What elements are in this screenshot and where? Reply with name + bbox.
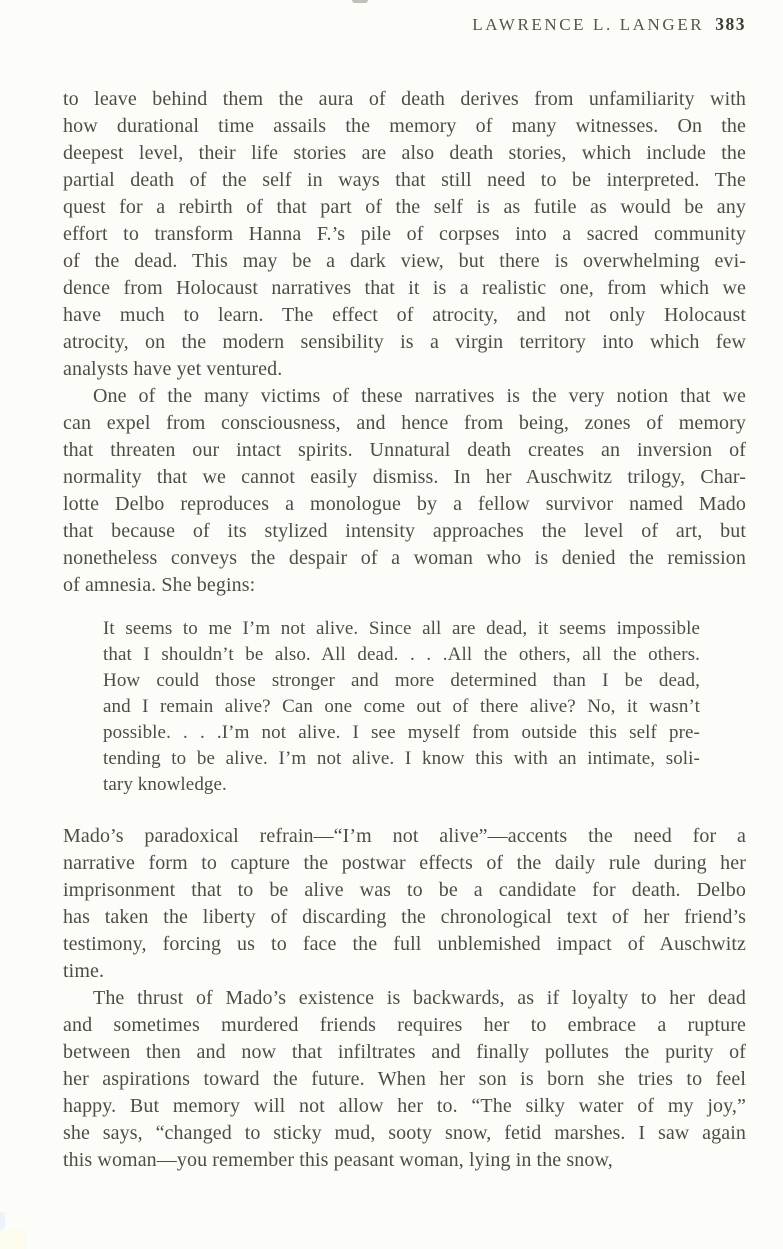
text-line: effort to transform Hanna F.’s pile of corpses into a sacred community	[63, 223, 746, 245]
page-number: 383	[715, 14, 746, 34]
text-line: of the dead. This may be a dark view, but there is overwhelming evi-	[63, 250, 746, 272]
text-line: One of the many victims of these narratives is the very notion that we	[93, 385, 746, 407]
text-line: between then and now that infiltrates and finally pollutes the purity of	[63, 1041, 746, 1063]
text-line: lotte Delbo reproduces a monologue by a fellow survivor named Mado	[63, 493, 746, 515]
text-line: have much to learn. The effect of atrocity, and not only Holocaust	[63, 304, 746, 326]
text-line: that because of its stylized intensity approaches the level of art, but	[63, 520, 746, 542]
text-line: nonetheless conveys the despair of a woman who is denied the remission	[63, 547, 746, 569]
text-line: It seems to me I’m not alive. Since all are dead, it seems impossible	[103, 618, 700, 639]
text-line: how durational time assails the memory of many witnesses. On the	[63, 115, 746, 137]
text-line: normality that we cannot easily dismiss. In her Auschwitz trilogy, Char-	[63, 466, 746, 488]
paragraph	[63, 383, 746, 599]
text-line: and sometimes murdered friends requires her to embrace a rupture	[63, 1014, 746, 1036]
text-line: testimony, forcing us to face the full unblemished impact of Auschwitz	[63, 933, 746, 955]
text-line: dence from Holocaust narratives that it is a realistic one, from which we	[63, 277, 746, 299]
block-quote	[103, 616, 700, 798]
text-line: The thrust of Mado’s existence is backwards, as if loyalty to her dead	[93, 987, 746, 1009]
scan-corner-patch-artifact	[0, 1230, 26, 1249]
author-name: LAWRENCE L. LANGER	[472, 15, 705, 34]
scan-edge-mark-artifact	[0, 1212, 5, 1230]
text-line: imprisonment that to be alive was to be a candidate for death. Delbo	[63, 879, 746, 901]
text-line: to leave behind them the aura of death derives from unfamiliarity with	[63, 88, 746, 110]
text-line: partial death of the self in ways that still need to be interpreted. The	[63, 169, 746, 191]
text-line: tending to be alive. I’m not alive. I know this with an intimate, soli-	[103, 748, 700, 769]
running-header	[472, 14, 746, 35]
text-line: can expel from consciousness, and hence from being, zones of memory	[63, 412, 746, 434]
text-line: How could those stronger and more determined than I be dead,	[103, 670, 700, 691]
text-line: Mado’s paradoxical refrain—“I’m not alive”—accents the need for a	[63, 825, 746, 847]
paragraph	[63, 86, 746, 383]
text-line: that threaten our intact spirits. Unnatural death creates an inversion of	[63, 439, 746, 461]
text-line: that I shouldn’t be also. All dead. . . .All the others, all the others.	[103, 644, 700, 665]
paragraph	[63, 985, 746, 1174]
text-line: deepest level, their life stories are also death stories, which include the	[63, 142, 746, 164]
paragraph	[63, 823, 746, 985]
text-line: analysts have yet ventured.	[63, 358, 283, 380]
text-column	[63, 86, 746, 1174]
text-line: and I remain alive? Can one come out of there alive? No, it wasn’t	[103, 696, 700, 717]
text-line: narrative form to capture the postwar effects of the daily rule during her	[63, 852, 746, 874]
text-line: tary knowledge.	[103, 774, 227, 795]
text-line: possible. . . .I’m not alive. I see myself from outside this self pre-	[103, 722, 700, 743]
scan-smudge-artifact	[352, 0, 368, 3]
text-line: quest for a rebirth of that part of the self is as futile as would be any	[63, 196, 746, 218]
text-line: this woman—you remember this peasant woman, lying in the snow,	[63, 1149, 613, 1171]
text-line: happy. But memory will not allow her to. “The silky water of my joy,”	[63, 1095, 746, 1117]
text-line: atrocity, on the modern sensibility is a virgin territory into which few	[63, 331, 746, 353]
text-line: of amnesia. She begins:	[63, 574, 256, 596]
text-line: she says, “changed to sticky mud, sooty snow, fetid marshes. I saw again	[63, 1122, 746, 1144]
text-line: time.	[63, 960, 105, 982]
text-line: her aspirations toward the future. When her son is born she tries to feel	[63, 1068, 746, 1090]
text-line: has taken the liberty of discarding the chronological text of her friend’s	[63, 906, 746, 928]
